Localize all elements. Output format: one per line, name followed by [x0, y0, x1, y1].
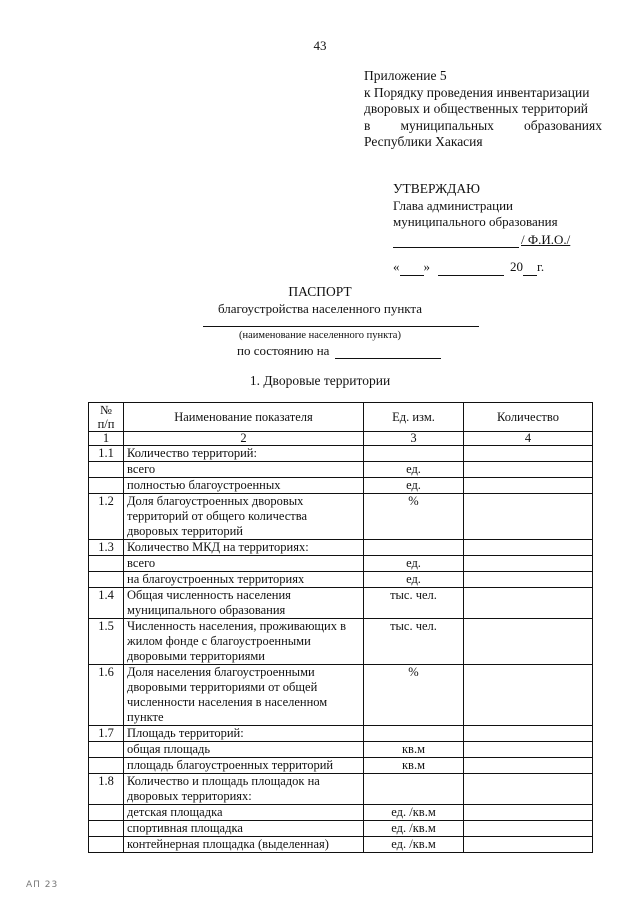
unit-of-measure: % — [364, 665, 464, 726]
unit-of-measure: ед. — [364, 572, 464, 588]
passport-subtitle: благоустройства населенного пункта — [217, 301, 423, 316]
quantity-cell[interactable] — [464, 821, 593, 837]
row-number — [89, 805, 124, 821]
table-row — [89, 726, 593, 742]
indicator-name: всего — [124, 462, 364, 478]
table-row — [89, 588, 593, 619]
approval-line-1: Глава администрации — [393, 197, 514, 213]
indicator-name: Численность населения, проживающих в жилом фонде с благоустроенными дворовыми территориями — [124, 619, 364, 665]
unit-of-measure: тыс. чел. — [364, 588, 464, 619]
as-of-date-blank[interactable] — [335, 346, 441, 359]
column-number: 4 — [464, 432, 593, 446]
row-number: 1.1 — [89, 446, 124, 462]
appendix-block — [364, 68, 602, 151]
table-row — [89, 742, 593, 758]
day-blank[interactable] — [400, 263, 424, 276]
table-row — [89, 758, 593, 774]
row-number: 1.7 — [89, 726, 124, 742]
header-number: № п/п — [89, 403, 124, 432]
appendix-line-4 — [364, 118, 602, 135]
approval-line-2: муниципального образования — [393, 214, 558, 229]
approval-heading: УТВЕРЖДАЮ — [393, 181, 481, 196]
quantity-cell[interactable] — [464, 588, 593, 619]
table-row — [89, 774, 593, 805]
indicator-name: полностью благоустроенных — [124, 478, 364, 494]
row-number: 1.8 — [89, 774, 124, 805]
table-row — [89, 619, 593, 665]
appendix-word: в — [364, 117, 371, 133]
settlement-name-caption: (наименование населенного пункта) — [239, 330, 401, 341]
table-row — [89, 540, 593, 556]
quantity-cell[interactable] — [464, 494, 593, 540]
row-number — [89, 758, 124, 774]
row-number: 1.2 — [89, 494, 124, 540]
open-quote: « — [393, 259, 400, 274]
indicator-name: Количество и площадь площадок на дворовых территориях: — [124, 774, 364, 805]
section-title: 1. Дворовые территории — [249, 373, 391, 388]
close-quote: » — [423, 259, 430, 274]
indicator-name: детская площадка — [124, 805, 364, 821]
appendix-line-1: Приложение 5 — [364, 68, 447, 83]
row-number — [89, 572, 124, 588]
quantity-cell[interactable] — [464, 478, 593, 494]
unit-of-measure: % — [364, 494, 464, 540]
indicators-table — [88, 402, 593, 853]
indicator-name: контейнерная площадка (выделенная) — [124, 837, 364, 853]
unit-of-measure: ед. /кв.м — [364, 821, 464, 837]
unit-of-measure: кв.м — [364, 742, 464, 758]
quantity-cell[interactable] — [464, 665, 593, 726]
indicator-name: Доля населения благоустроенными дворовыми территориями от общей численности населения в населенном пункте — [124, 665, 364, 726]
quantity-cell[interactable] — [464, 758, 593, 774]
indicator-name: площадь благоустроенных территорий — [124, 758, 364, 774]
indicator-name: Площадь территорий: — [124, 726, 364, 742]
unit-of-measure — [364, 446, 464, 462]
unit-of-measure — [364, 540, 464, 556]
appendix-word: муниципальных — [400, 117, 494, 133]
indicator-name: на благоустроенных территориях — [124, 572, 364, 588]
quantity-cell[interactable] — [464, 540, 593, 556]
table-row — [89, 665, 593, 726]
month-blank[interactable] — [438, 263, 504, 276]
indicator-name: Доля благоустроенных дворовых территорий от общего количества дворовых территорий — [124, 494, 364, 540]
row-number — [89, 742, 124, 758]
appendix-word: образованиях — [524, 117, 602, 133]
table-row — [89, 805, 593, 821]
indicator-name: всего — [124, 556, 364, 572]
unit-of-measure — [364, 774, 464, 805]
header-unit: Ед. изм. — [364, 403, 464, 432]
year-blank[interactable] — [523, 263, 537, 276]
row-number — [89, 478, 124, 494]
quantity-cell[interactable] — [464, 619, 593, 665]
table-row — [89, 478, 593, 494]
fio-label: / Ф.И.О./ — [521, 231, 571, 247]
passport-title: ПАСПОРТ — [288, 284, 352, 299]
column-number: 2 — [124, 432, 364, 446]
indicator-name: Общая численность населения муниципального образования — [124, 588, 364, 619]
unit-of-measure: тыс. чел. — [364, 619, 464, 665]
header-quantity: Количество — [464, 403, 593, 432]
signature-blank[interactable] — [393, 235, 519, 248]
appendix-line-5: Республики Хакасия — [364, 134, 483, 149]
indicator-name: спортивная площадка — [124, 821, 364, 837]
unit-of-measure: ед. — [364, 462, 464, 478]
row-number: 1.4 — [89, 588, 124, 619]
indicator-name: общая площадь — [124, 742, 364, 758]
unit-of-measure: ед. — [364, 478, 464, 494]
row-number: 1.5 — [89, 619, 124, 665]
row-number — [89, 821, 124, 837]
quantity-cell[interactable] — [464, 726, 593, 742]
quantity-cell[interactable] — [464, 774, 593, 805]
year-prefix: 20 — [510, 259, 523, 274]
quantity-cell[interactable] — [464, 837, 593, 853]
footer-mark: АП 23 — [26, 880, 59, 890]
unit-of-measure: кв.м — [364, 758, 464, 774]
table-row — [89, 821, 593, 837]
row-number: 1.6 — [89, 665, 124, 726]
page-number: 43 — [313, 38, 327, 53]
table-body — [89, 432, 593, 853]
settlement-name-blank[interactable] — [203, 326, 479, 327]
column-number: 3 — [364, 432, 464, 446]
unit-of-measure: ед. /кв.м — [364, 805, 464, 821]
table-row — [89, 446, 593, 462]
date-line[interactable] — [393, 259, 593, 276]
unit-of-measure: ед. /кв.м — [364, 837, 464, 853]
quantity-cell[interactable] — [464, 446, 593, 462]
appendix-line-2: к Порядку проведения инвентаризации — [364, 84, 590, 100]
row-number: 1.3 — [89, 540, 124, 556]
quantity-cell[interactable] — [464, 556, 593, 572]
indicator-name: Количество МКД на территориях: — [124, 540, 364, 556]
appendix-line-3: дворовых и общественных территорий — [364, 101, 589, 116]
as-of-label: по состоянию на — [237, 343, 330, 358]
unit-of-measure: ед. — [364, 556, 464, 572]
row-number — [89, 556, 124, 572]
signature-line[interactable] — [393, 232, 593, 249]
quantity-cell[interactable] — [464, 572, 593, 588]
table-row — [89, 494, 593, 540]
year-suffix: г. — [537, 259, 545, 274]
table-row — [89, 556, 593, 572]
table-row — [89, 837, 593, 853]
quantity-cell[interactable] — [464, 462, 593, 478]
row-number — [89, 837, 124, 853]
quantity-cell[interactable] — [464, 805, 593, 821]
column-number: 1 — [89, 432, 124, 446]
as-of-line[interactable] — [237, 343, 441, 359]
row-number — [89, 462, 124, 478]
table-header-row — [89, 403, 593, 432]
approval-block — [393, 181, 593, 276]
table-row — [89, 462, 593, 478]
header-name: Наименование показателя — [124, 403, 364, 432]
table-row — [89, 572, 593, 588]
quantity-cell[interactable] — [464, 742, 593, 758]
column-number-row — [89, 432, 593, 446]
unit-of-measure — [364, 726, 464, 742]
indicator-name: Количество территорий: — [124, 446, 364, 462]
